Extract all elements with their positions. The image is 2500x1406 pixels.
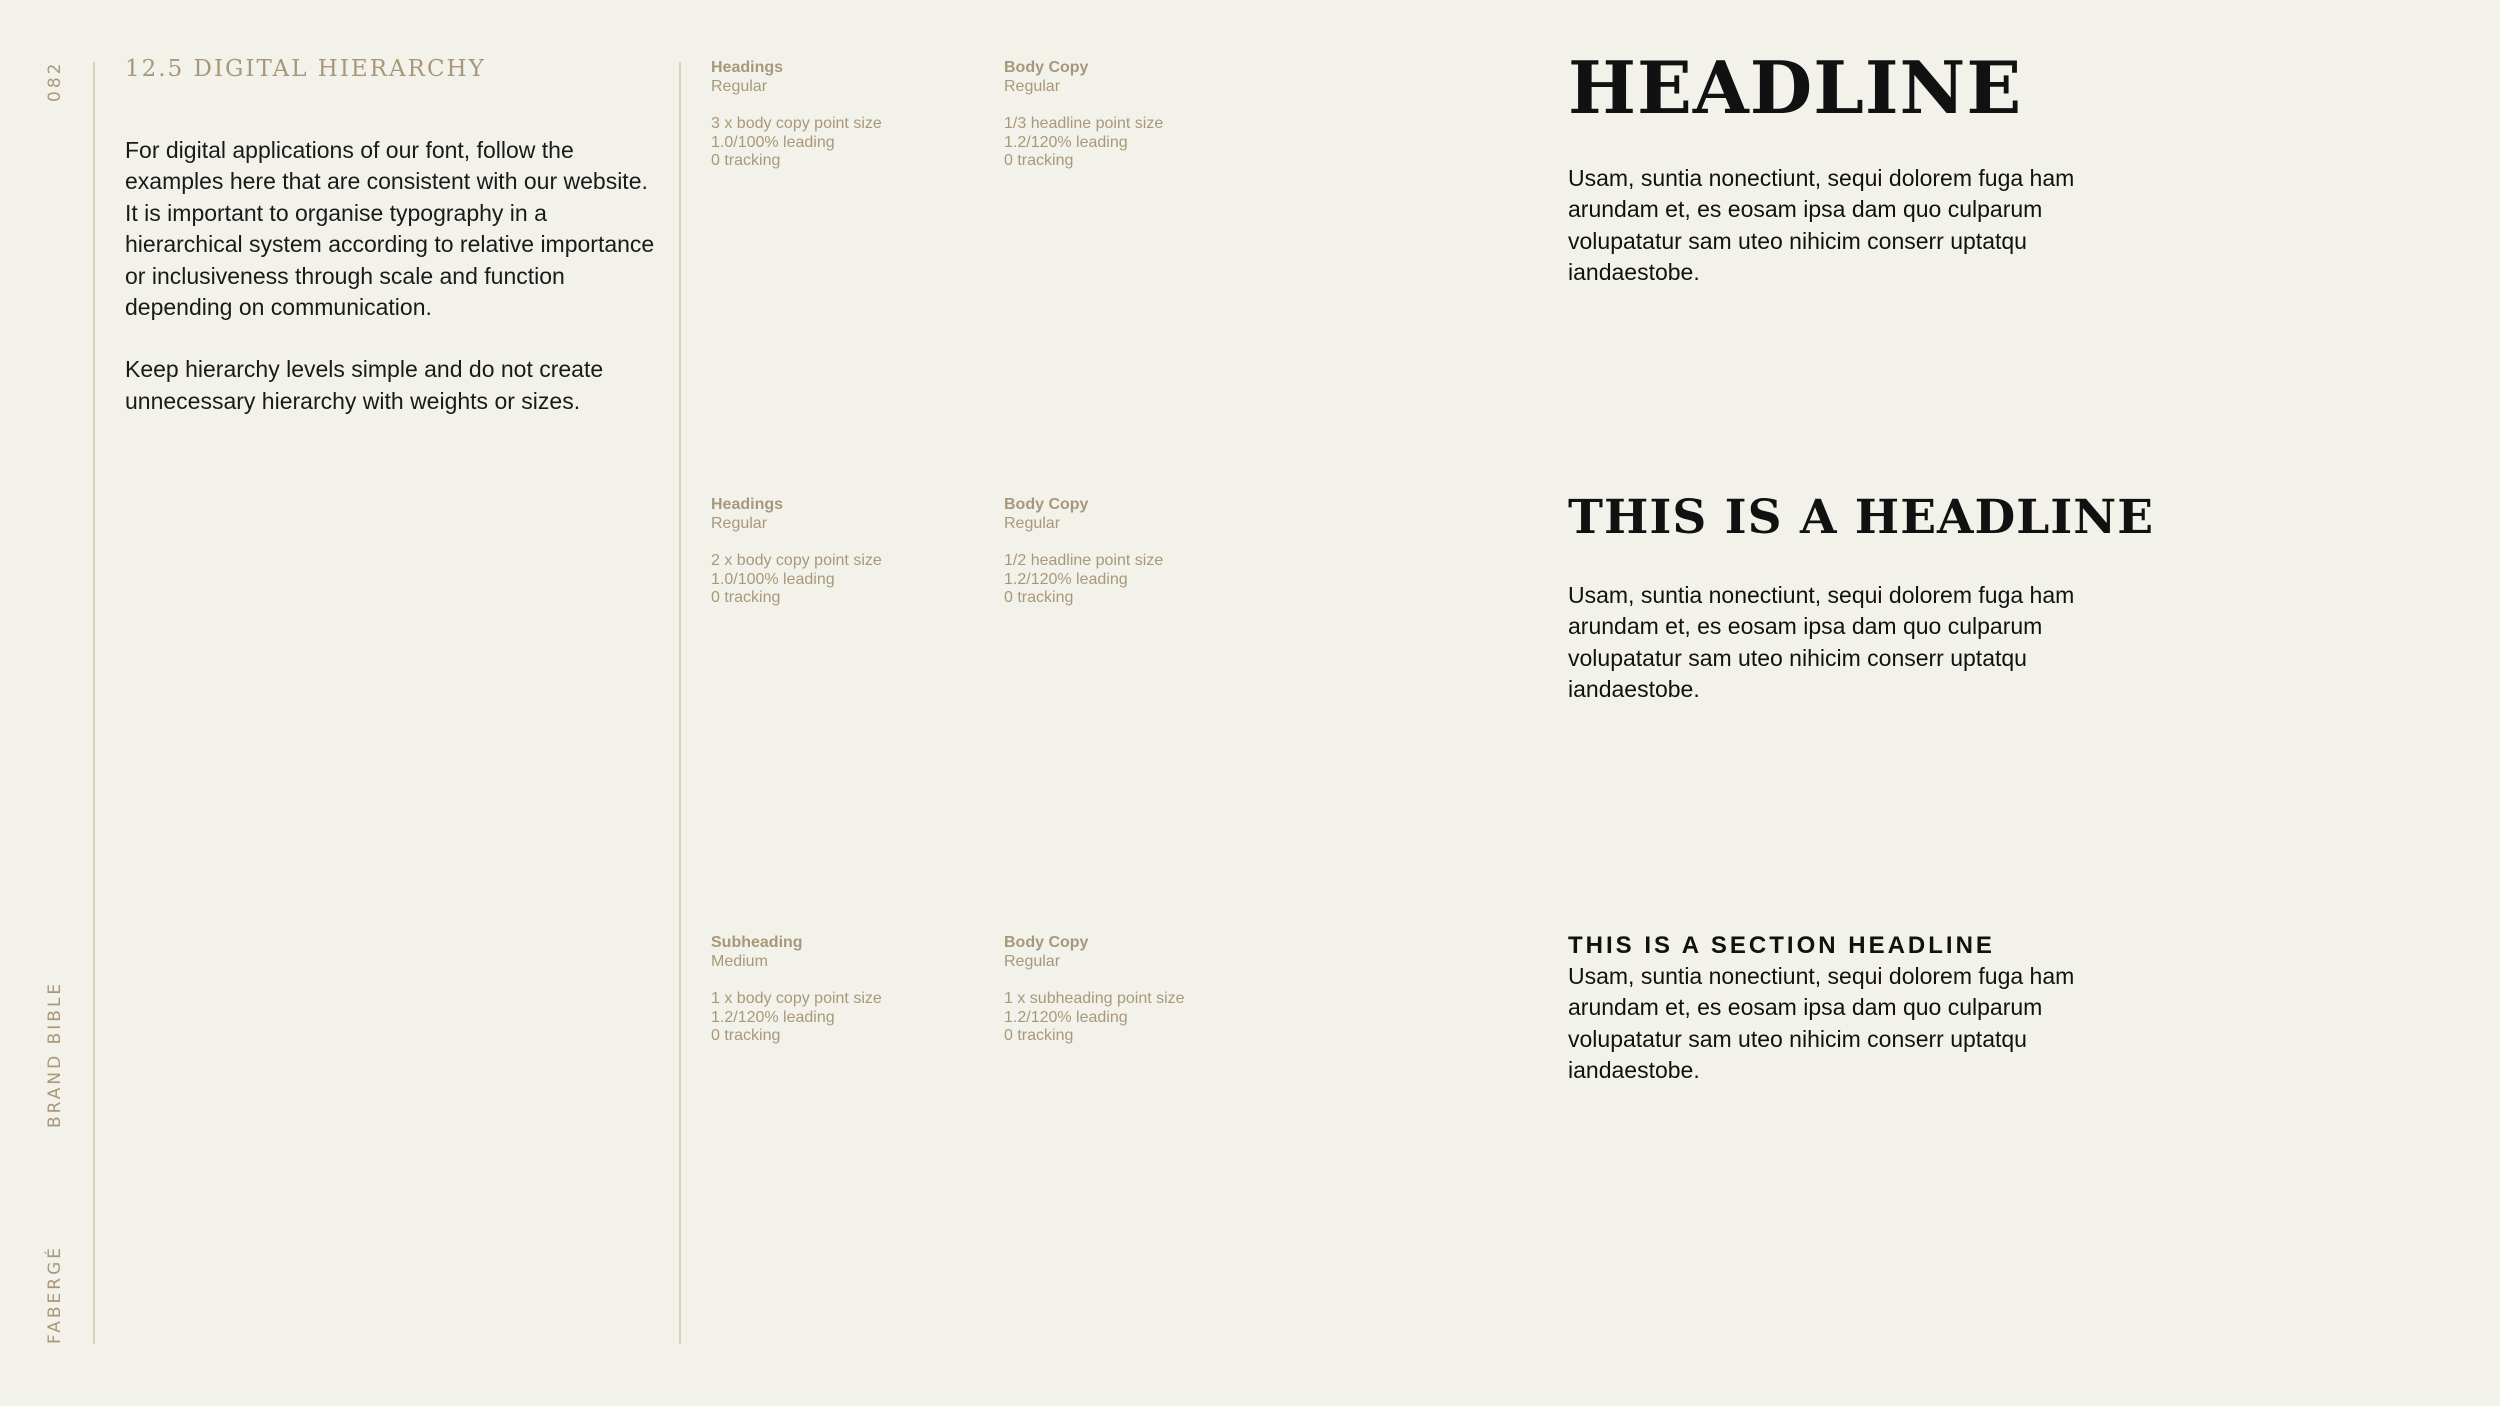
spec-weight: Regular <box>1004 514 1061 532</box>
spec-line: 1.2/120% leading <box>1004 133 1128 151</box>
sample-section-headline <box>1568 930 2088 1087</box>
sample-body-2: Usam, suntia nonectiunt, sequi dolorem fuga ham arundam et, es eosam ipsa dam quo culparum volupatatur sam uteo nihicim conserr uptatqu iandaestobe. <box>1568 582 2075 703</box>
brand-bible-label: BRAND BIBLE <box>45 980 65 1128</box>
page-number: 082 <box>45 60 65 102</box>
spec-line: 2 x body copy point size <box>711 552 882 569</box>
spec-body-copy-2 <box>1004 496 1163 608</box>
spec-line: 0 tracking <box>1004 1027 1074 1044</box>
intro-paragraph-1: For digital applications of our font, follow the examples here that are consistent with our website. It is important to organise typography in a hierarchical system according to relative importance or inclusiveness through scale and function depending on communication. <box>125 137 655 321</box>
intro-paragraph-2: Keep hierarchy levels simple and do not create unnecessary hierarchy with weights or sizes. <box>125 356 604 414</box>
spec-weight: Regular <box>1004 952 1061 970</box>
spec-line: 0 tracking <box>711 152 781 169</box>
spec-line: 1 x subheading point size <box>1004 990 1185 1007</box>
sample-headline-1: HEADLINE <box>1568 45 2023 130</box>
sample-headline-large <box>1568 45 2088 289</box>
spec-line: 1.2/120% leading <box>711 1008 835 1026</box>
spec-body-copy-1 <box>1004 59 1163 171</box>
spec-line: 1.2/120% leading <box>1004 570 1128 588</box>
sample-body-3: Usam, suntia nonectiunt, sequi dolorem fuga ham arundam et, es eosam ipsa dam quo culparum volupatatur sam uteo nihicim conserr uptatqu iandaestobe. <box>1568 963 2075 1084</box>
spec-name: Subheading <box>711 934 803 951</box>
sample-headline-2: THIS IS A HEADLINE <box>1568 490 2155 545</box>
spec-line: 1/3 headline point size <box>1004 115 1164 132</box>
spec-subheading-3 <box>711 934 882 1046</box>
faberge-label: FABERGÉ <box>45 1245 65 1344</box>
sample-body-1: Usam, suntia nonectiunt, sequi dolorem fuga ham arundam et, es eosam ipsa dam quo culparum volupatatur sam uteo nihicim conserr uptatqu iandaestobe. <box>1568 165 2075 286</box>
spec-name: Headings <box>711 496 784 513</box>
spec-line: 1 x body copy point size <box>711 990 882 1007</box>
spec-line: 0 tracking <box>711 589 781 606</box>
spec-line: 0 tracking <box>711 1027 781 1044</box>
spec-line: 1.0/100% leading <box>711 570 835 588</box>
spec-body-copy-3 <box>1004 934 1185 1046</box>
spec-name: Body Copy <box>1004 496 1089 513</box>
section-title: 12.5 DIGITAL HIERARCHY <box>125 56 486 82</box>
intro-text <box>125 135 655 448</box>
spec-weight: Regular <box>711 514 768 532</box>
spec-line: 0 tracking <box>1004 589 1074 606</box>
spec-headings-2 <box>711 496 882 608</box>
sample-headline-3: THIS IS A SECTION HEADLINE <box>1568 932 1995 959</box>
spec-headings-1 <box>711 59 882 171</box>
spec-line: 1/2 headline point size <box>1004 552 1164 569</box>
spec-line: 1.0/100% leading <box>711 133 835 151</box>
spec-name: Body Copy <box>1004 59 1089 76</box>
spec-name: Headings <box>711 59 784 76</box>
spec-name: Body Copy <box>1004 934 1089 951</box>
left-divider <box>93 62 95 1344</box>
spec-line: 3 x body copy point size <box>711 115 882 132</box>
spec-line: 1.2/120% leading <box>1004 1008 1128 1026</box>
middle-divider <box>679 62 681 1344</box>
spec-line: 0 tracking <box>1004 152 1074 169</box>
sample-headline-medium <box>1568 490 2155 706</box>
spec-weight: Regular <box>711 77 768 95</box>
spec-weight: Regular <box>1004 77 1061 95</box>
spec-weight: Medium <box>711 952 768 970</box>
